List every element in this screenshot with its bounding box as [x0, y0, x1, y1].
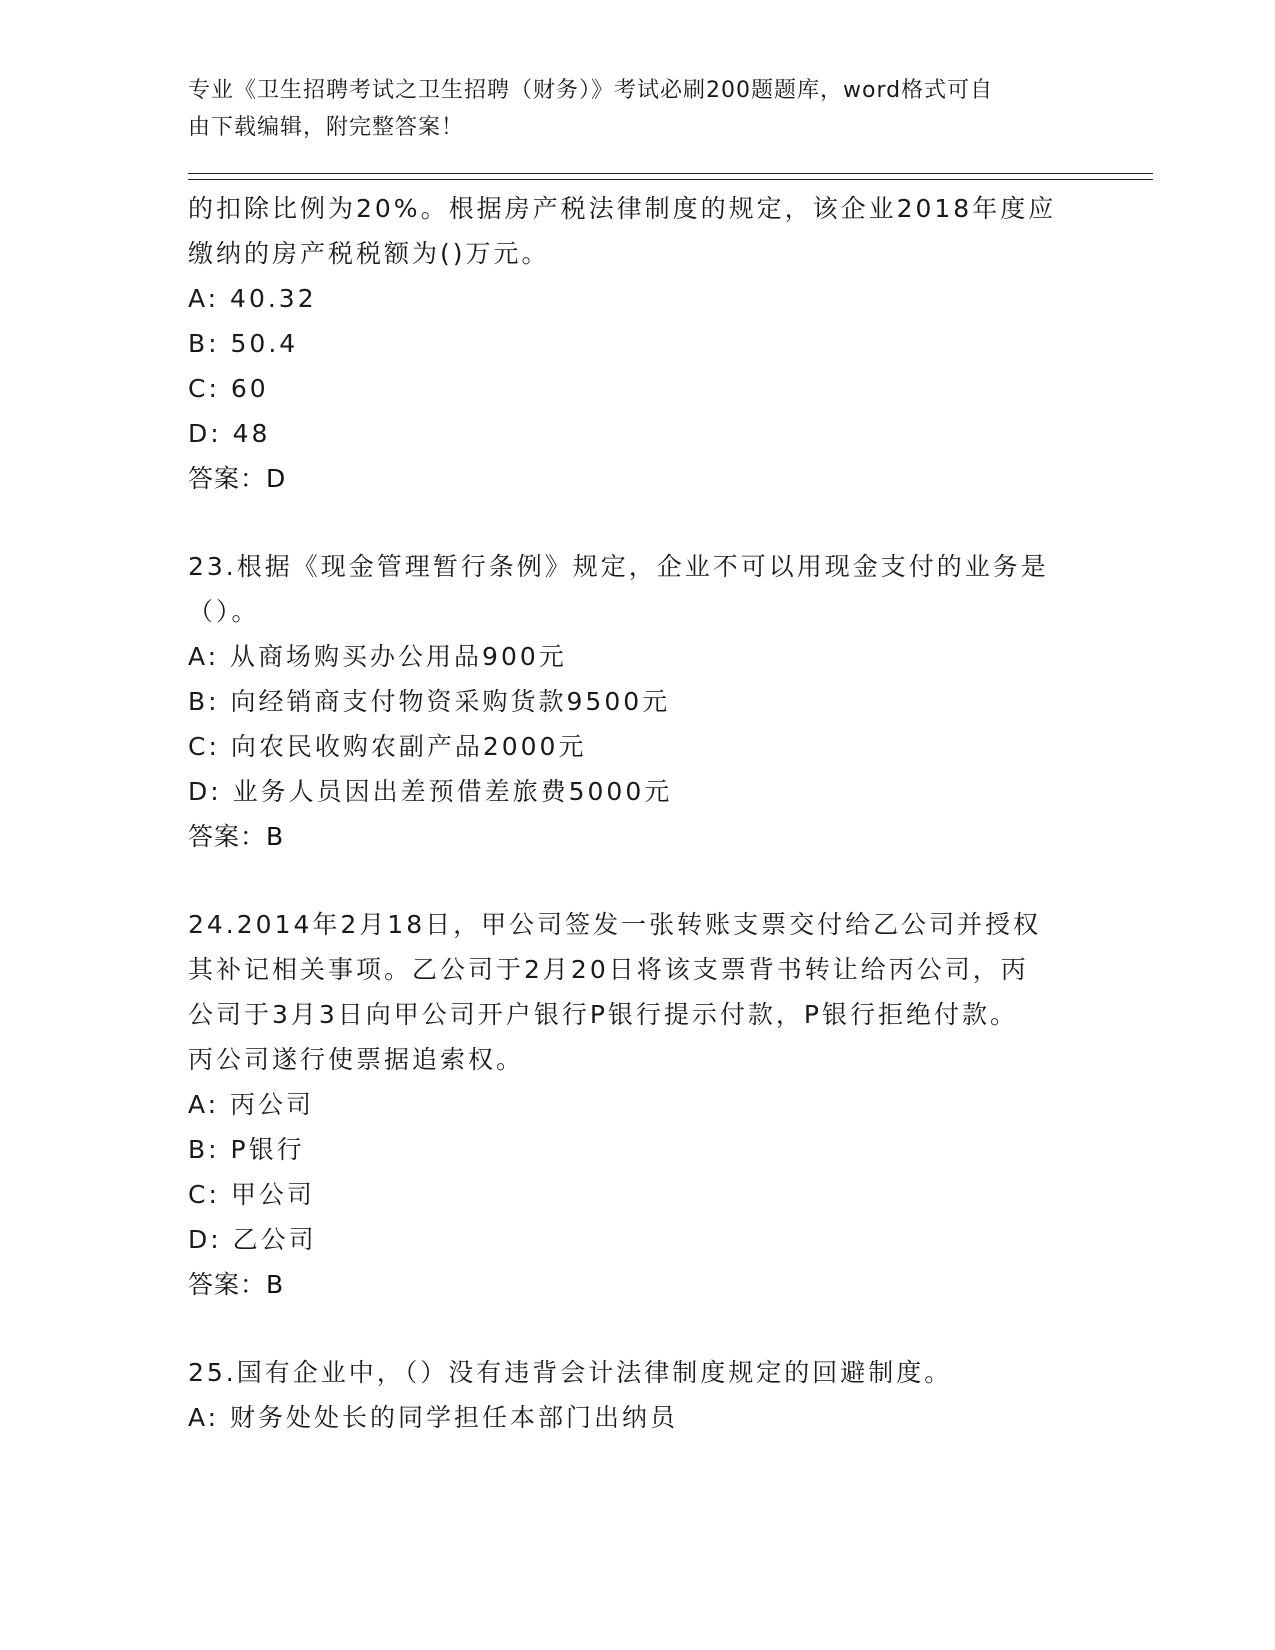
question-24-text-line-3: 公司于3月3日向甲公司开户银行P银行提示付款，P银行拒绝付款。	[188, 1000, 1018, 1029]
header-line-1: 专业《卫生招聘考试之卫生招聘（财务）》考试必刷200题题库，word格式可自	[188, 78, 994, 103]
question-23-option-a: A: 从商场购买办公用品900元	[188, 642, 567, 671]
question-22-answer: 答案：D	[188, 464, 287, 493]
question-24-option-a: A: 丙公司	[188, 1090, 315, 1119]
header-line-2: 由下载编辑，附完整答案！	[188, 115, 465, 140]
question-22-text-line-1: 的扣除比例为20%。根据房产税法律制度的规定，该企业2018年度应	[188, 194, 1057, 223]
question-25-text-line-1: 25.国有企业中，（）没有违背会计法律制度规定的回避制度。	[188, 1358, 953, 1387]
question-25-option-a: A: 财务处处长的同学担任本部门出纳员	[188, 1403, 679, 1432]
question-23-option-b: B: 向经销商支付物资采购货款9500元	[188, 687, 671, 716]
question-gap	[188, 501, 1088, 544]
question-24-answer: 答案：B	[188, 1270, 285, 1299]
question-23-option-c: C: 向农民收购农副产品2000元	[188, 732, 587, 761]
question-23-text-line-2: （）。	[188, 597, 260, 626]
question-gap	[188, 1307, 1088, 1350]
question-25	[188, 1350, 1088, 1440]
header-rule-bottom	[188, 179, 1153, 180]
question-22-option-d: D: 48	[188, 419, 271, 448]
question-22-option-b: B: 50.4	[188, 329, 299, 358]
question-22-option-a: A: 40.32	[188, 284, 317, 313]
question-23-option-d: D: 业务人员因出差预借差旅费5000元	[188, 777, 673, 806]
question-24-option-b: B: P银行	[188, 1135, 305, 1164]
question-22-option-c: C: 60	[188, 374, 269, 403]
question-24-option-c: C: 甲公司	[188, 1180, 315, 1209]
question-23-text-line-1: 23.根据《现金管理暂行条例》规定，企业不可以用现金支付的业务是	[188, 552, 1049, 581]
question-22	[188, 186, 1088, 501]
question-24-option-d: D: 乙公司	[188, 1225, 317, 1254]
question-22-text-line-2: 缴纳的房产税税额为()万元。	[188, 239, 550, 268]
question-23	[188, 544, 1088, 859]
question-24	[188, 902, 1088, 1307]
question-23-answer: 答案：B	[188, 822, 285, 851]
question-24-text-line-4: 丙公司遂行使票据追索权。	[188, 1045, 525, 1074]
question-24-text-line-1: 24.2014年2月18日，甲公司签发一张转账支票交付给乙公司并授权	[188, 910, 1042, 939]
document-header	[188, 72, 1068, 146]
question-24-text-line-2: 其补记相关事项。乙公司于2月20日将该支票背书转让给丙公司，丙	[188, 955, 1029, 984]
question-list	[188, 186, 1088, 1440]
header-rule-top	[188, 173, 1153, 174]
question-gap	[188, 859, 1088, 902]
